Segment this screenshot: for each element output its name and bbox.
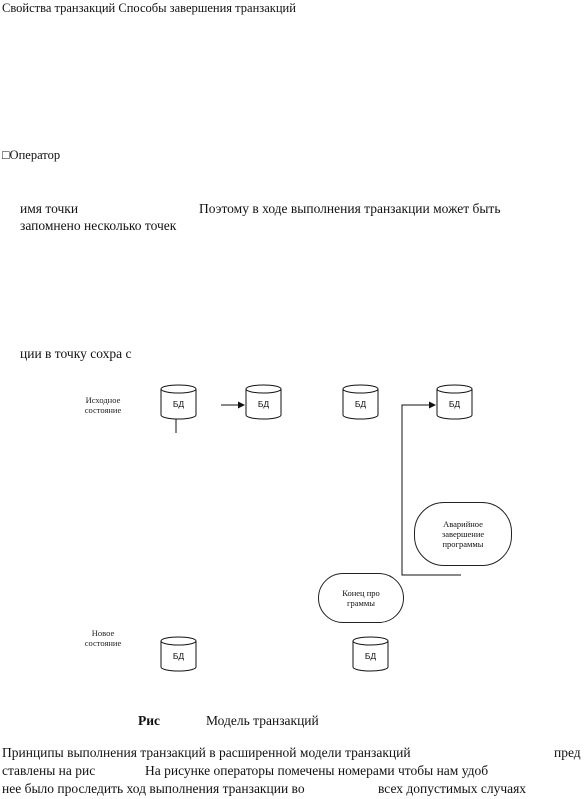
figure-caption-title: Модель транзакций — [206, 713, 319, 728]
footer-line-2-left: ставлены на рис — [2, 763, 96, 778]
footer-line-1-left: Принципы выполнения транзакций в расширенной модели транзакций — [2, 745, 411, 760]
db-cylinder-4: БД — [436, 384, 473, 420]
db-cylinder-5: БД — [160, 636, 197, 672]
footer-line-1-right: пред — [554, 745, 581, 760]
footer-line-3-left: нее было проследить ход выполнения транзакции во — [2, 781, 305, 796]
footer-line-2-right: На рисунке операторы помечены номерами чтобы нам удоб — [145, 763, 489, 778]
db-cylinder-6: БД — [352, 636, 389, 672]
db-cylinder-1: БД — [160, 384, 197, 420]
db-cylinder-2: БД — [245, 384, 282, 420]
footer-line-3-right: всех допустимых случаях — [378, 781, 527, 796]
operator-heading: □Оператор — [2, 148, 61, 162]
new-state-label: Новое состояние — [84, 628, 122, 648]
text-savepoint-sentence: Поэтому в ходе выполнения транзакции может быть — [199, 201, 501, 216]
text-savepoint-count: запомнено несколько точек — [20, 218, 177, 233]
text-savepoint-name: имя точки — [20, 201, 79, 216]
program-end-box: Конец про граммы — [318, 573, 404, 623]
text-rollback-fragment: ции в точку сохра с — [20, 346, 132, 361]
page-header: Свойства транзакций Способы завершения транзакций — [2, 1, 296, 15]
initial-state-label: Исходное состояние — [84, 395, 122, 415]
db-cylinder-3: БД — [342, 384, 379, 420]
figure-caption-prefix: Рис — [138, 713, 161, 728]
emergency-termination-box: Аварийное завершение программы — [414, 502, 512, 566]
